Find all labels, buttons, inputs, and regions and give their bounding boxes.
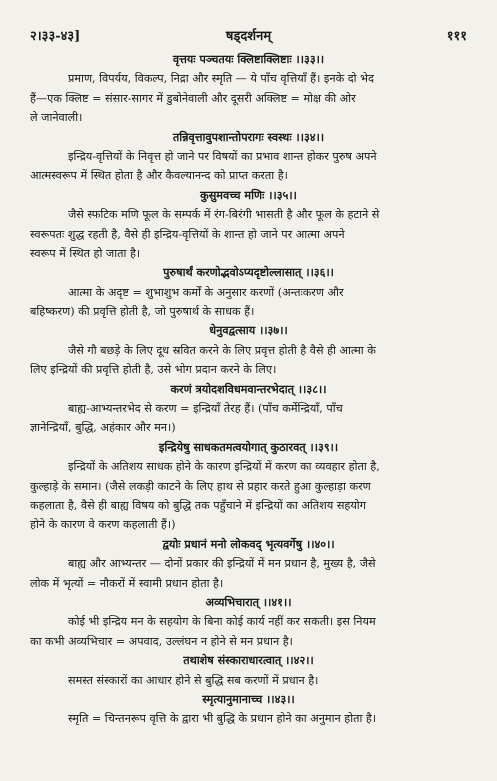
page-number: १११ <box>446 29 467 44</box>
running-title: षड्दर्शनम् <box>225 29 272 44</box>
commentary-line: ले जानेवाली। <box>30 111 83 125</box>
page-body <box>30 50 467 729</box>
commentary-line: आत्मा के अदृष्ट = शुभाशुभ कर्मों के अनुसार करणों (अन्तःकरण और <box>68 285 344 299</box>
commentary-line: बाह्य और आभ्यन्तर — दोनों प्रकार की इन्द्रियों में मन प्रधान है, मुख्य है, जैसे <box>68 557 376 571</box>
sutra-line: अव्यभिचारात् ।।४१।। <box>205 594 292 609</box>
commentary-line: स्वरूप में स्थित हो जाता है। <box>30 246 141 260</box>
commentary-line: लिए इन्द्रियों की प्रवृत्ति होती है, उसे भोग प्रदान करने के लिए। <box>30 363 277 377</box>
commentary-line: होने के कारण वे करण कहलाती हैं।) <box>30 518 176 532</box>
commentary-line: बाह्य-आभ्यन्तरभेद से करण = इन्द्रियाँ तेरह हैं। (पाँच कर्मेन्द्रियाँ, पाँच <box>68 402 343 416</box>
sutra-line: द्वयोः प्रधानं मनो लोकवद् भृत्यवर्गेषु ।।४०।। <box>162 536 335 551</box>
commentary-line: जैसे गौ बछड़े के लिए दूध स्रवित करने के लिए प्रवृत्त होती है वैसे ही आत्मा के <box>68 343 376 357</box>
commentary-line: स्मृति = चिन्तनरूप वृत्ति के द्वारा भी बुद्धि के प्रधान होने का अनुमान होता है। <box>68 712 377 726</box>
sutra-line: वृत्तयः पञ्चतयः क्लिष्टाक्लिष्टाः ।।३३।। <box>172 52 325 66</box>
sutra-line: इन्द्रियेषु साधकतमत्वयोगात् कुठारवत् ।।३९।। <box>158 439 339 454</box>
commentary-line: आत्मस्वरूप में स्थित होता है और कैवल्यानन्द को प्राप्त करता है। <box>30 169 288 183</box>
sutra-line: स्मृत्यानुमानाच्च ।।४३।। <box>202 691 295 706</box>
commentary-line: बहिष्करण) की प्रवृत्ति होती है, जो पुरुषार्थ के साधक हैं। <box>30 305 255 319</box>
commentary-line: इन्द्रिय-वृत्तियों के निवृत्त हो जाने पर विषयों का प्रभाव शान्त होकर पुरुष अपने <box>68 149 377 163</box>
commentary-line: कहलाता है, वैसे ही बाह्य विषय को बुद्धि तक पहुँचाने में इन्द्रियों का अतिशय सहयोग <box>30 498 367 512</box>
sutra-line: तन्निवृत्तावुपशान्तोपरागः स्वस्थः ।।३४।। <box>172 129 325 144</box>
commentary-line: जैसे स्फटिक मणि फूल के सम्पर्क में रंग-बिरंगी भासती है और फूल के हटाने से <box>68 208 380 222</box>
chapter-sutra-range: २।३३-४३] <box>30 29 81 44</box>
commentary-line: प्रमाण, विपर्यय, विकल्प, निद्रा और स्मृति — ये पाँच वृत्तियाँ हैं। इनके दो भेद <box>68 72 374 86</box>
commentary-line: कोई भी इन्द्रिय मन के सहयोग के बिना कोई कार्य नहीं कर सकती। इस नियम <box>68 615 376 629</box>
commentary-line: का कभी अव्यभिचार = अपवाद, उल्लंघन न होने से मन प्रधान है। <box>30 634 293 648</box>
commentary-line: इन्द्रियों के अतिशय साधक होने के कारण इन्द्रियों में करण का व्यवहार होता है, <box>68 460 380 474</box>
commentary-line: ज्ञानेन्द्रियाँ, बुद्धि, अहंकार और मन।) <box>30 421 176 435</box>
commentary-line: लोक में भृत्यों = नौकरों में स्वामी प्रधान होता है। <box>30 576 224 590</box>
commentary-line: कुल्हाड़े के समान। (जैसे लकड़ी काटने के लिए हाथ से प्रहार करते हुआ कुल्हाड़ा करण <box>30 479 371 493</box>
commentary-line: स्वरूपतः शुद्ध रहती है, वैसे ही इन्द्रिय-वृत्तियों के शान्त हो जाने पर आत्मा अपने <box>30 227 345 241</box>
commentary-line: हैं—एक क्लिष्ट = संसार-सागर में डुबोनेवाली और दूसरी अक्लिष्ट = मोक्ष की ओर <box>30 91 356 105</box>
sutra-line: धेनुवद्वत्साय ।।३७।। <box>209 323 288 338</box>
sutra-line: पुरुषार्थं करणोद्भवोऽप्यदृष्टोल्लासात् ।।३६।। <box>163 265 334 280</box>
sutra-line: करणं त्रयोदशविधमवान्तरभेदात् ।।३८।। <box>170 381 327 396</box>
sutra-line: कुसुमवच्च मणिः ।।३५।। <box>200 187 297 202</box>
commentary-line: समस्त संस्कारों का आधार होने से बुद्धि सब करणों में प्रधान है। <box>68 673 319 687</box>
sutra-line: तथाशेष संस्काराधारत्वात् ।।४२।। <box>183 653 314 668</box>
page-header <box>30 26 467 46</box>
